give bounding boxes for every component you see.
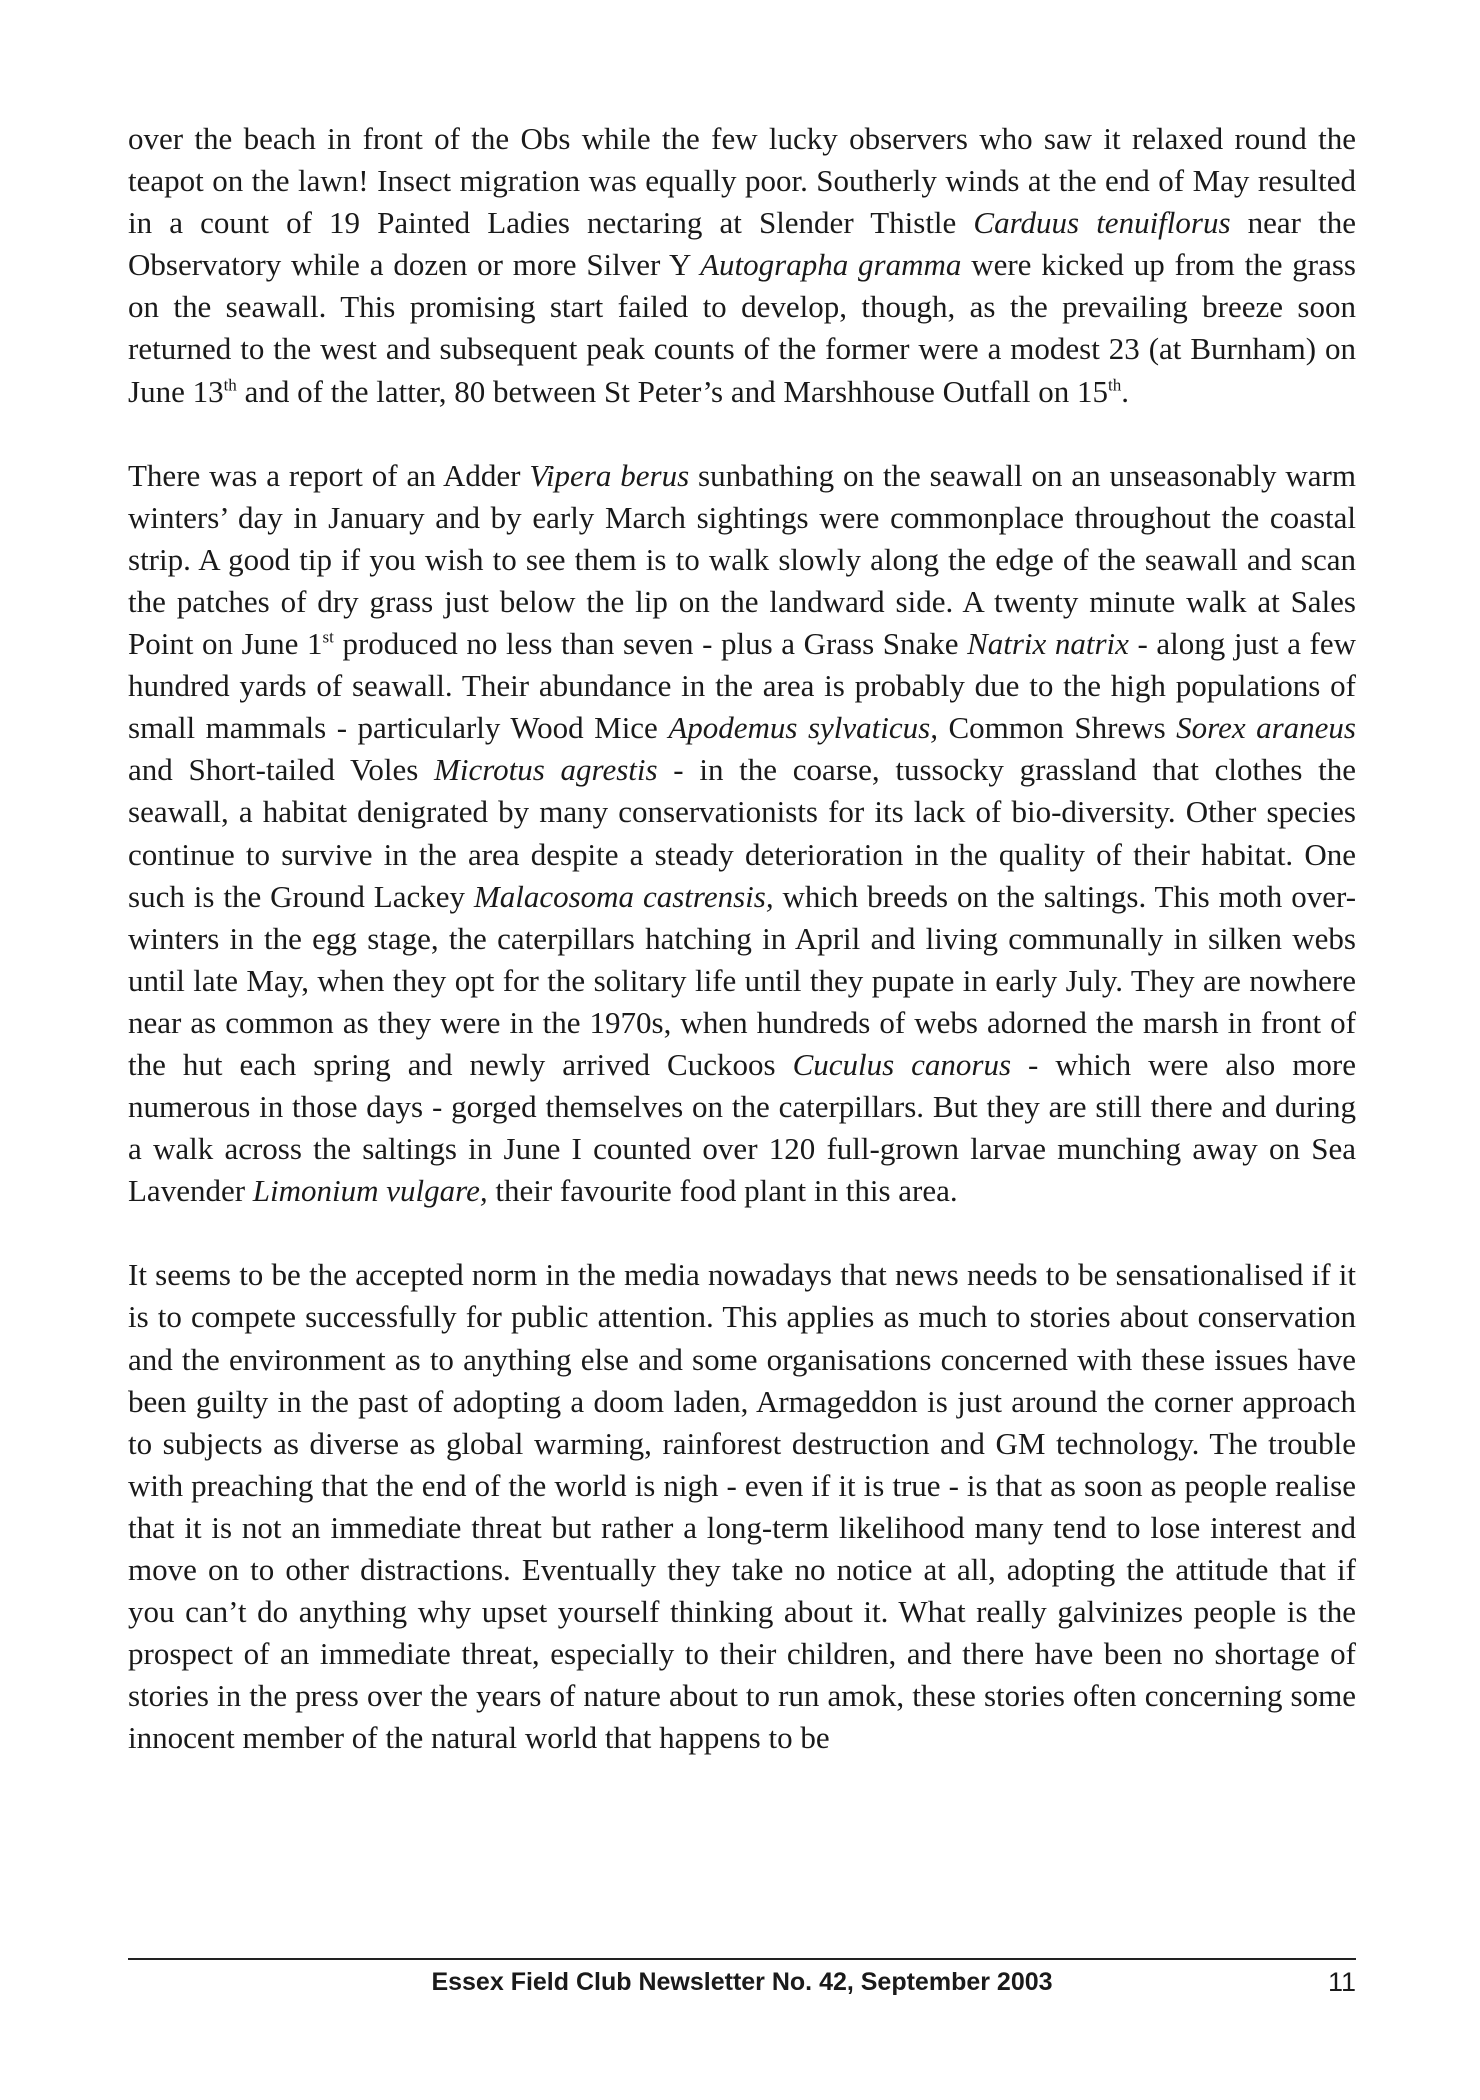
text-run: were kicked up from the grass on the seawall. This promising start failed to develop, though, as the prevailing breeze soon returned to the west and subsequent peak counts of the former were a modest 23 (at Burnham) on June 13	[128, 247, 1356, 409]
species-name: Natrix natrix	[967, 626, 1129, 662]
text-run: and of the latter, 80 between St Peter’s and Marshhouse Outfall on 15	[236, 373, 1108, 409]
text-run: There was a report of an Adder	[128, 457, 530, 493]
ordinal-suffix: th	[1107, 375, 1122, 395]
text-run: .	[1121, 373, 1129, 409]
text-run: which breeds on the saltings. This moth over-winters in the egg stage, the caterpillars hatching in April and living communally in silken webs until late May, when they opt for the solitary life until they pupate in early July. They are nowhere near as common as they were in the 1970s, when hundreds of webs adorned the marsh in front of the hut each spring and newly arrived Cuckoos	[128, 878, 1357, 1082]
text-run: - along just a few hundred yards of seawall. Their abundance in the area is probably due to the high populations of small mammals - particularly Wood Mice	[128, 626, 1357, 746]
footer-page-number: 11	[1327, 1967, 1356, 1997]
text-run: - which were also more numerous in those days - gorged themselves on the caterpillars. But they are still there and during a walk across the saltings in June I counted over 120 full-grown larvae munching away on Sea Lavender	[128, 1046, 1356, 1209]
body-text	[128, 118, 1356, 1759]
text-run: - in the coarse, tussocky grassland that clothes the seawall, a habitat denigrated by many conservationists for its lack of bio-diversity. Other species continue to survive in the area despite a steady deterioration in the quality of their habitat. One such is the Ground Lackey	[128, 752, 1356, 914]
text-run: near the Observatory while a dozen or more Silver Y	[128, 205, 1356, 283]
text-run: produced no less than seven - plus a Grass Snake	[333, 626, 968, 662]
paragraph-insect-migration	[128, 118, 1356, 413]
species-name: Malacosoma castrensis,	[473, 878, 774, 914]
species-name: Sorex araneus	[1176, 710, 1356, 746]
text-run: It seems to be the accepted norm in the media nowadays that news needs to be sensationalised if it is to compete successfully for public attention. This applies as much to stories about conservation and the environment as to anything else and some organisations concerned with these issues have been guilty in the past of adopting a doom laden, Armageddon is just around the corner approach to subjects as diverse as global warming, rainforest destruction and GM technology. The trouble with preaching that the end of the world is nigh - even if it is true - is that as soon as people realise that it is not an immediate threat but rather a long-term likelihood many tend to lose interest and move on to other distractions. Eventually they take no notice at all, adopting the attitude that if you can’t do anything why upset yourself thinking about it. What really galvinizes people is the prospect of an immediate threat, especially to their children, and there have been no shortage of stories in the press over the years of nature about to run amok, these stories often concerning some innocent member of the natural world that happens to be	[128, 1257, 1356, 1756]
species-name: Autographa gramma	[700, 247, 962, 283]
ordinal-suffix: st	[322, 627, 334, 647]
paragraph-media-sensationalism	[128, 1254, 1356, 1759]
species-name: Carduus tenuiflorus	[973, 205, 1231, 241]
text-run: Common Shrews	[937, 710, 1177, 746]
species-name: Apodemus sylvaticus,	[668, 710, 938, 746]
species-name: Cuculus canorus	[792, 1046, 1012, 1082]
paragraph-adder-and-lackey	[128, 455, 1356, 1213]
ordinal-suffix: th	[223, 375, 237, 395]
text-run: sunbathing on the seawall on an unseasonably warm winters’ day in January and by early March sightings were commonplace throughout the coastal strip. A good tip if you wish to see them is to walk slowly along the edge of the seawall and scan the patches of dry grass just below the lip on the landward side. A twenty minute walk at Sales Point on June 1	[128, 457, 1356, 662]
species-name: Limonium vulgare,	[252, 1173, 488, 1209]
text-run: over the beach in front of the Obs while the few lucky observers who saw it relaxed round the teapot on the lawn! Insect migration was equally poor. Southerly winds at the end of May resulted in a count of 19 Painted Ladies nectaring at Slender Thistle	[128, 121, 1356, 241]
species-name: Vipera berus	[529, 457, 690, 493]
text-run: their favourite food plant in this area.	[487, 1173, 958, 1209]
footer-publication-title: Essex Field Club Newsletter No. 42, September 2003	[431, 1968, 1053, 1996]
text-run: and Short-tailed Voles	[128, 752, 435, 788]
footer-divider	[128, 1958, 1356, 1960]
species-name: Microtus agrestis	[434, 752, 658, 788]
